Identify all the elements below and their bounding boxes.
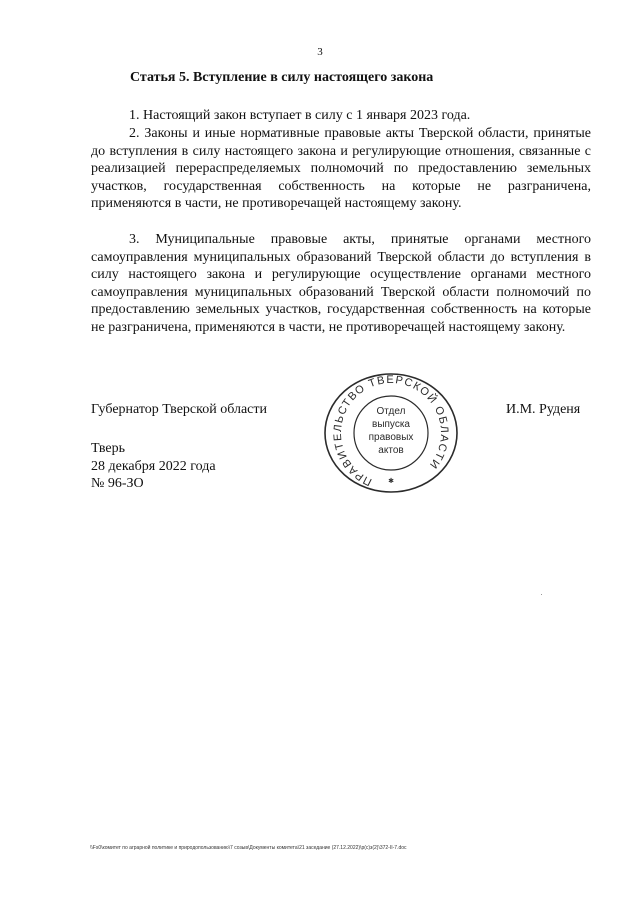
- stamp-ring-text: ПРАВИТЕЛЬСТВО ТВЕРСКОЙ ОБЛАСТИ: [331, 373, 451, 488]
- article-title: Статья 5. Вступление в силу настоящего закона: [130, 70, 434, 85]
- svg-text:ПРАВИТЕЛЬСТВО ТВЕРСКОЙ ОБЛАСТИ: [332, 374, 450, 488]
- signatory-name: И.М. Руденя: [506, 402, 581, 417]
- official-stamp: [322, 372, 460, 497]
- place-and-date: [91, 440, 216, 493]
- footer-file-path: \\Fs0\комитет по аграрной политике и природопользованию\7 созыв\Документы комитета\21 заседание (27.12.2022)\р(с)з(2)\372-II-7.doc: [90, 845, 407, 851]
- stamp-line: Отдел: [376, 406, 406, 417]
- paragraph-2: 2. Законы и иные нормативные правовые акты Тверской области, принятые до вступления в силу настоящего закона и регулирующие отношения, связанные с реализацией перераспределяемых полномочий по предоставлению земельных участков, государственная собственность на которые не разграничена, применяются в части, не противоречащей настоящему закону.: [91, 126, 591, 212]
- paragraph-3: 3. Муниципальные правовые акты, принятые органами местного самоуправления муниципальных образований Тверской области до вступления в силу настоящего закона и регулирующие осуществление органами местного самоуправления муниципальных образований Тверской области полномочий по предоставлению земельных участков, государственная собственность на которые не разграничена, применяются в части, не противоречащей настоящему закону.: [91, 232, 591, 335]
- date: 28 декабря 2022 года: [91, 458, 216, 474]
- paragraph-1: 1. Настоящий закон вступает в силу с 1 января 2023 года.: [129, 108, 471, 123]
- stamp-line: выпуска: [372, 419, 410, 430]
- stamp-line: актов: [378, 445, 404, 456]
- signatory-position: Губернатор Тверской области: [91, 402, 267, 417]
- page-number: 3: [317, 46, 323, 58]
- stamp-star: ✱: [388, 477, 394, 485]
- stamp-line: правовых: [368, 432, 414, 443]
- scan-speck: [541, 594, 542, 595]
- city: Тверь: [91, 441, 125, 456]
- law-number: № 96-ЗО: [91, 476, 144, 491]
